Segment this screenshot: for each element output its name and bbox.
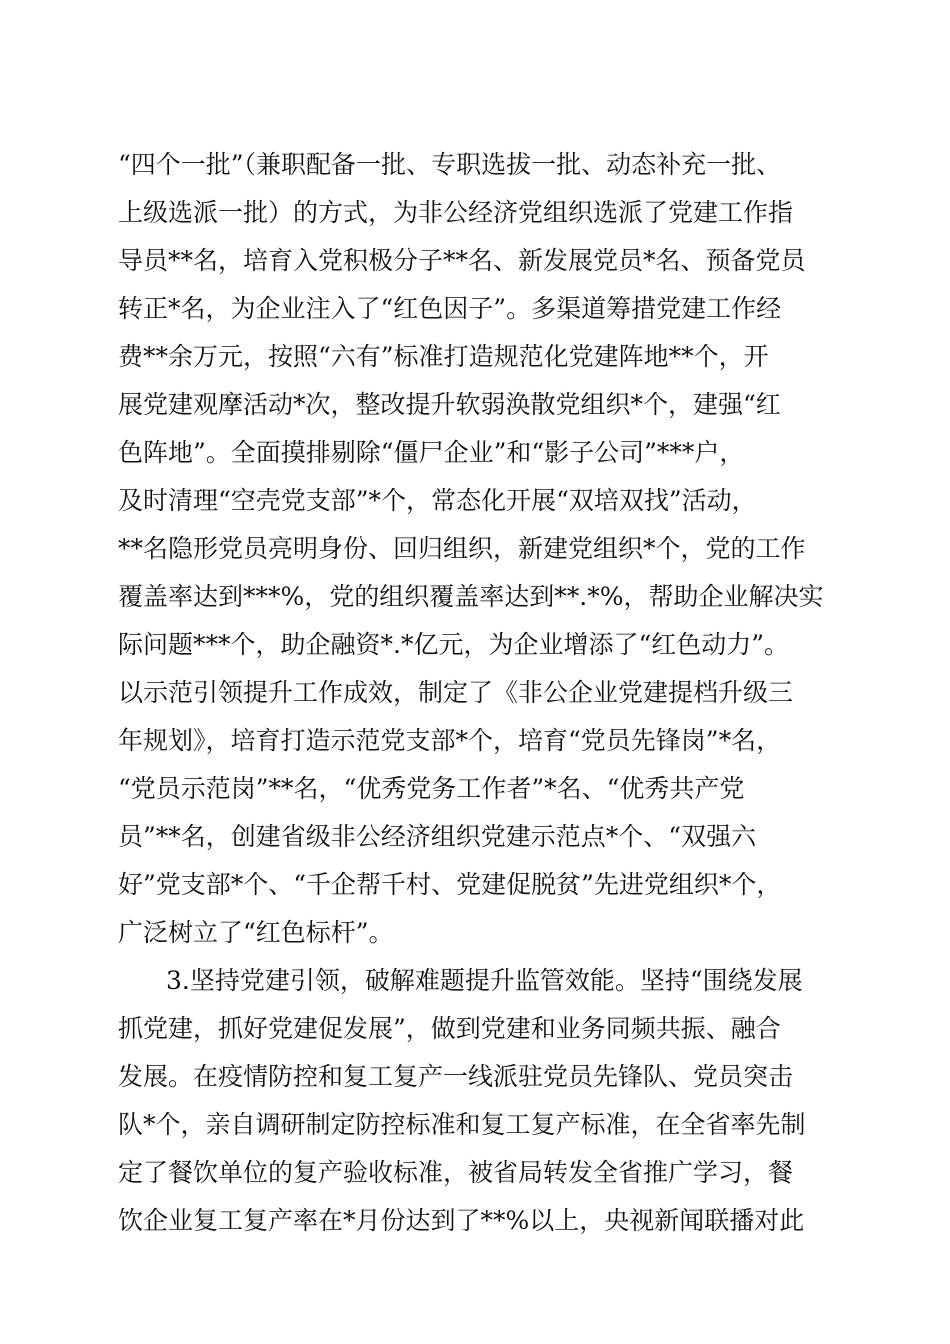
- text-line: 好”党支部*个、“千企帮千村、党建促脱贫”先进党组织*个，: [118, 870, 782, 899]
- text-line: 费**余万元，按照“六有”标准打造规范化党建阵地**个，开: [118, 342, 769, 371]
- text-line: 员”**名，创建省级非公经济组织党建示范点*个、“双强六: [118, 822, 757, 851]
- text-line: 及时清理“空壳党支部”*个，常态化开展“双培双找”活动，: [118, 486, 757, 515]
- text-line: 广泛树立了“红色标杆”。: [118, 918, 394, 947]
- text-line: “党员示范岗”**名，“优秀党务工作者”*名、“优秀共产党: [118, 774, 745, 803]
- text-line: 饮企业复工复产率在*月份达到了**%以上，央视新闻联播对此: [118, 1206, 805, 1235]
- text-line: 抓党建，抓好党建促发展”，做到党建和业务同频共振、融合: [118, 1014, 781, 1043]
- text-line: 以示范引领提升工作成效，制定了《非公企业党建提档升级三: [118, 678, 794, 707]
- text-line: 际问题***个，助企融资*.*亿元，为企业增添了“红色动力”。: [118, 630, 790, 659]
- text-line: 展党建观摩活动*次，整改提升软弱涣散党组织*个，建强“红: [118, 390, 781, 419]
- text-line: 年规划》，培育打造示范党支部*个，培育“党员先锋岗”*名，: [118, 726, 782, 755]
- text-line: 转正*名，为企业注入了“红色因子”。多渠道筹措党建工作经: [118, 294, 782, 323]
- text-line: 队*个，亲自调研制定防控标准和复工复产标准，在全省率先制: [118, 1110, 806, 1139]
- text-line: 定了餐饮单位的复产验收标准，被省局转发全省推广学习，餐: [118, 1158, 794, 1187]
- text-line: 导员**名，培育入党积极分子**名、新发展党员*名、预备党员: [118, 246, 806, 275]
- text-line: **名隐形党员亮明身份、回归组织，新建党组织*个，党的工作: [118, 534, 806, 563]
- text-line: 上级选派一批）的方式，为非公经济党组织选派了党建工作指: [118, 198, 794, 227]
- text-line: 色阵地”。全面摸排剔除“僵尸企业”和“影子公司”***户，: [118, 438, 745, 467]
- text-line: 发展。在疫情防控和复工复产一线派驻党员先锋队、党员突击: [118, 1062, 794, 1091]
- text-line: 覆盖率达到***%，党的组织覆盖率达到**.*%，帮助企业解决实: [118, 582, 824, 611]
- section-heading-line: 3.坚持党建引领，破解难题提升监管效能。坚持“围绕发展: [166, 966, 803, 995]
- text-line: “四个一批”（兼职配备一批、专职选拔一批、动态补充一批、: [118, 150, 782, 179]
